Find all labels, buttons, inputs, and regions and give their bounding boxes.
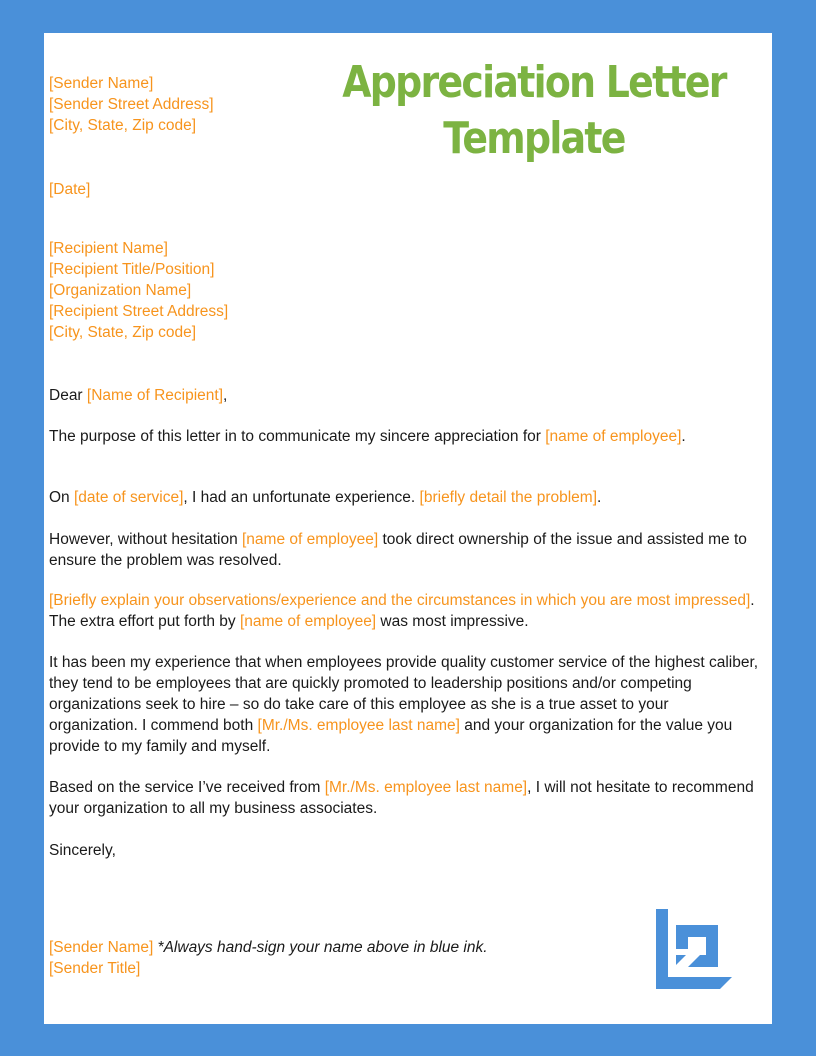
p4-placeholder-2: [name of employee] <box>239 613 377 630</box>
p1-text-b: . <box>681 428 686 445</box>
salutation-text: Dear <box>49 387 87 404</box>
title-line-1: Appreciation Letter <box>342 57 726 108</box>
letter-page <box>44 33 772 1024</box>
p3-text-b: took direct ownership of the issue and assisted me to ensure the problem was resolved. <box>49 531 747 569</box>
signature-block <box>49 937 488 979</box>
recipient-address <box>49 238 228 343</box>
sender-name: [Sender Name] <box>49 75 154 92</box>
p2-text-b: , I had an unfortunate experience. <box>183 489 420 506</box>
recipient-city: [City, State, Zip code] <box>49 324 197 341</box>
p2-text-c: . <box>597 489 602 506</box>
date-block <box>49 179 90 200</box>
p2-placeholder-2: [briefly detail the problem] <box>419 489 598 506</box>
p1-placeholder-1: [name of employee] <box>545 428 682 445</box>
salutation-placeholder: [Name of Recipient] <box>86 387 224 404</box>
title-line-2: Template <box>443 113 625 164</box>
p5-text-b: and your organization for the value you provide to my family and myself. <box>49 717 733 755</box>
p6-placeholder-1: [Mr./Ms. employee last name] <box>324 779 528 796</box>
p2-placeholder-1: [date of service] <box>73 489 184 506</box>
p3-text-a: However, without hesitation <box>49 531 242 548</box>
page-title <box>338 55 730 167</box>
sender-street: [Sender Street Address] <box>49 96 214 113</box>
paragraph-4 <box>49 590 761 632</box>
p6-text-b: , I will not hesitate to recommend your organization to all my business associates. <box>49 779 754 817</box>
signature-note: *Always hand-sign your name above in blue ink. <box>153 939 488 956</box>
signature-name: [Sender Name] <box>49 939 154 956</box>
paragraph-5 <box>49 652 761 757</box>
p4-placeholder-1: [Briefly explain your observations/experience and the circumstances in which you are most impressed] <box>49 592 751 609</box>
recipient-title: [Recipient Title/Position] <box>49 261 215 278</box>
salutation <box>49 385 761 406</box>
recipient-street: [Recipient Street Address] <box>49 303 229 320</box>
date: [Date] <box>49 181 91 198</box>
p6-text-a: Based on the service I’ve received from <box>49 779 325 796</box>
recipient-org: [Organization Name] <box>49 282 192 299</box>
paragraph-2 <box>49 487 761 508</box>
p5-text-a: It has been my experience that when employees provide quality customer service of the highest caliber, they tend to be employees that are quickly promoted to leadership positions and/or competing organizations seek to hire – so do take care of this employee as she is a true asset to your organization. I commend both <box>49 654 759 734</box>
signature-title: [Sender Title] <box>49 960 141 977</box>
p4-text-a: . The extra effort put forth by <box>49 592 755 630</box>
p2-text-a: On <box>49 489 74 506</box>
logo-icon <box>656 909 736 989</box>
closing: Sincerely, <box>49 842 116 859</box>
sender-city: [City, State, Zip code] <box>49 117 197 134</box>
p3-placeholder-1: [name of employee] <box>242 531 379 548</box>
recipient-name: [Recipient Name] <box>49 240 168 257</box>
paragraph-6 <box>49 777 761 819</box>
p4-text-b: was most impressive. <box>376 613 529 630</box>
p5-placeholder-1: [Mr./Ms. employee last name] <box>257 717 460 734</box>
sender-address <box>49 73 214 136</box>
paragraph-1 <box>49 426 761 447</box>
salutation-end: , <box>223 387 228 404</box>
p1-text-a: The purpose of this letter in to communicate my sincere appreciation for <box>49 428 546 445</box>
paragraph-3 <box>49 529 761 571</box>
